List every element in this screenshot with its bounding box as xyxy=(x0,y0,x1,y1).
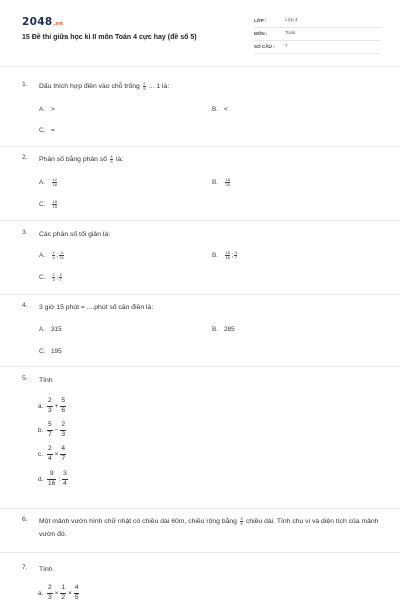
question-divider xyxy=(0,366,400,367)
meta-class-label: LỚP : xyxy=(254,18,267,23)
question-5 xyxy=(22,375,382,503)
inline-fraction: $\frac{2}{5}$ xyxy=(143,80,146,91)
question-number: 3. xyxy=(22,229,28,236)
meta-class-value: Lớp 4 xyxy=(285,18,298,23)
document-title: 15 Đề thi giữa học kì II môn Toán 4 cực hay (đề số 5) xyxy=(22,34,197,41)
option-a[interactable]: A. $\frac{2}{4}$ ; $\frac{4}{21}$ xyxy=(39,250,64,260)
question-divider xyxy=(0,220,400,221)
option-b[interactable]: B. < xyxy=(212,106,228,113)
question-3 xyxy=(22,229,382,291)
meta-count-label: SỐ CÂU : xyxy=(254,44,275,49)
meta-count-row xyxy=(254,42,380,54)
question-text: Tính xyxy=(39,377,53,384)
question-divider xyxy=(0,552,400,553)
inline-fraction: $\frac{3}{5}$ xyxy=(240,515,243,526)
meta-subject-value: Toán xyxy=(285,31,296,36)
question-1 xyxy=(22,81,382,141)
expression-d: d. $\frac{9}{16}$ : $\frac{3}{4}$ xyxy=(38,470,67,487)
expression-b: b. $\frac{5}{7}$ − $\frac{2}{3}$ xyxy=(38,421,66,438)
question-text: 3 giờ 15 phút = ....phút số cần điền là: xyxy=(39,304,154,311)
question-number: 6. xyxy=(22,516,28,523)
inline-fraction: $\frac{4}{5}$ xyxy=(110,153,113,164)
question-divider xyxy=(0,146,400,147)
site-logo[interactable] xyxy=(22,16,63,28)
question-number: 1. xyxy=(22,81,28,88)
meta-subject-label: MÔN : xyxy=(254,31,268,36)
option-a[interactable]: A. $\frac{12}{16}$ xyxy=(39,177,57,187)
question-text: Các phân số tối giản là: xyxy=(39,231,111,238)
option-b[interactable]: B. $\frac{15}{16}$ ; $\frac{3}{7}$ xyxy=(212,250,237,260)
question-4 xyxy=(22,302,382,362)
question-text: Phân số bằng phân số $\frac{4}{5}$ là: xyxy=(39,153,124,164)
option-a[interactable]: A. > xyxy=(39,106,55,113)
logo-text: 2048 xyxy=(22,16,53,28)
option-b[interactable]: B. $\frac{16}{20}$ xyxy=(212,177,230,187)
expression-a: a. $\frac{2}{3}$ + $\frac{5}{6}$ xyxy=(38,397,66,414)
option-c[interactable]: C. = xyxy=(39,127,55,134)
logo-suffix: .vn xyxy=(53,21,64,27)
meta-class-row xyxy=(254,16,380,28)
question-text: Một mảnh vườn hình chữ nhật có chiều dài 60m, chiều rộng bằng $\frac{3}{5}$ chiều dài. Tính chu vi và diện tích của mảnh vườn đó. xyxy=(39,515,379,538)
question-7 xyxy=(22,564,382,600)
question-text: Dấu thích hợp điền vào chỗ trống $\frac{2}{5}$ ... 1 là: xyxy=(39,80,170,91)
expression-c: c. $\frac{2}{4}$ × $\frac{4}{7}$ xyxy=(38,445,66,462)
document-header xyxy=(0,0,400,60)
question-number: 4. xyxy=(22,302,28,309)
question-2 xyxy=(22,154,382,216)
question-divider xyxy=(0,294,400,295)
expression-a: a. $\frac{2}{3}$ × $\frac{1}{2}$ × $\frac{4}{5}$ xyxy=(38,584,79,600)
option-c[interactable]: C. $\frac{2}{4}$ ; $\frac{3}{7}$ xyxy=(39,272,62,282)
question-text: Tính xyxy=(39,566,53,573)
question-number: 5. xyxy=(22,375,28,382)
meta-subject-row xyxy=(254,29,380,41)
option-c[interactable]: C. $\frac{16}{15}$ xyxy=(39,199,57,209)
option-a[interactable]: A. 315 xyxy=(39,326,62,333)
question-divider xyxy=(0,508,400,509)
question-number: 7. xyxy=(22,564,28,571)
option-c[interactable]: C. 195 xyxy=(39,348,62,355)
question-number: 2. xyxy=(22,154,28,161)
question-6 xyxy=(22,516,382,548)
header-divider xyxy=(0,66,400,67)
meta-count-value: 7 xyxy=(285,44,288,49)
option-b[interactable]: B. 285 xyxy=(212,326,235,333)
